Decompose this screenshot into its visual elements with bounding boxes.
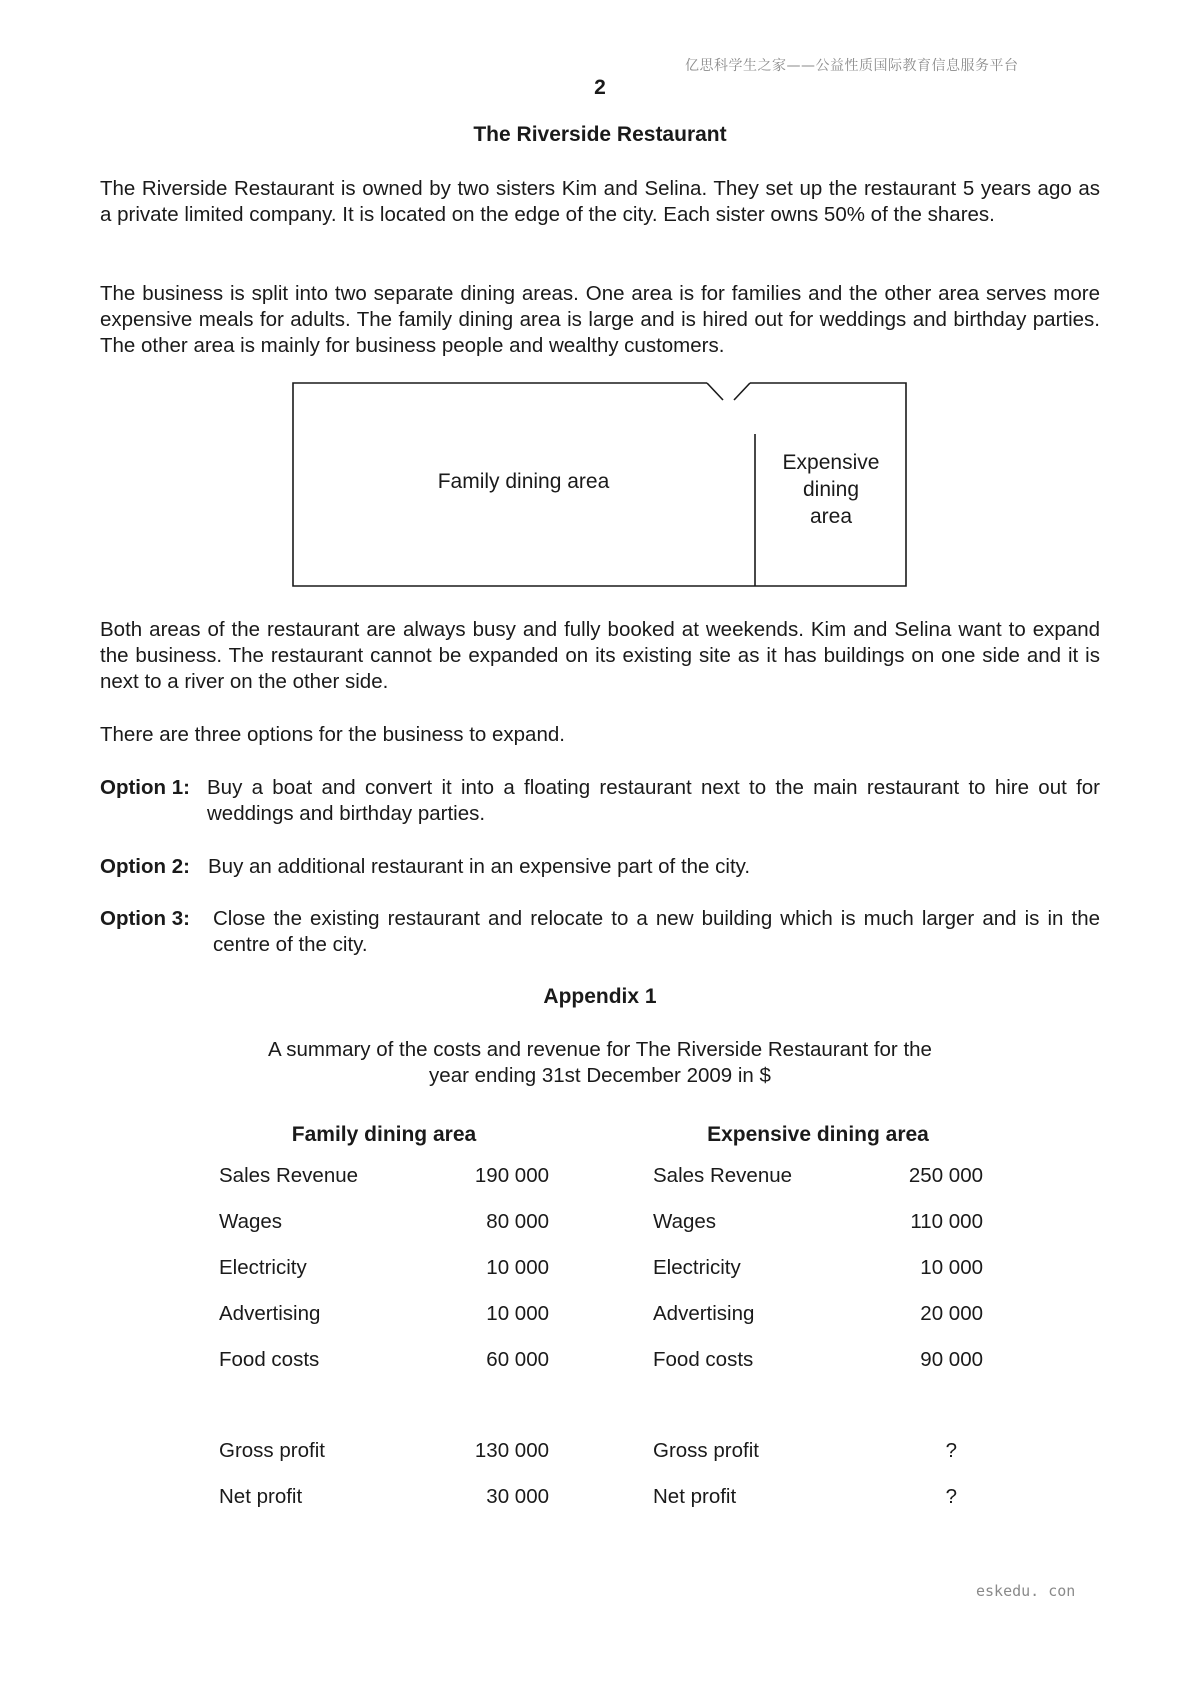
option-label: Option 1:: [100, 776, 190, 799]
row-value: 250 000: [908, 1164, 983, 1187]
watermark-footer: eskedu. con: [976, 1582, 1076, 1600]
option-text: Buy an additional restaurant in an expensive part of the city.: [208, 855, 751, 878]
expensive-label-line: dining: [802, 478, 860, 501]
restaurant-floor-plan: [292, 382, 907, 587]
row-label: Wages: [219, 1210, 283, 1233]
expansion-paragraph: Both areas of the restaurant are always busy and fully booked at weekends. Kim and Selina want to expand the business. The restaurant cannot be expanded on its existing site as it has buildings on one side and it is next to a river on the other side.: [100, 618, 1100, 693]
row-label: Sales Revenue: [653, 1164, 793, 1187]
door-right-flap: [734, 383, 750, 400]
option-1: [100, 775, 1100, 827]
option-label: Option 3:: [100, 907, 190, 930]
row-value: 110 000: [910, 1210, 983, 1233]
table-spacer: [653, 1394, 993, 1439]
row-value: 10 000: [920, 1256, 983, 1279]
table-row: [219, 1164, 559, 1210]
table-row: [653, 1210, 993, 1256]
family-dining-area-label: Family dining area: [437, 470, 610, 493]
option-label: Option 2:: [100, 855, 190, 878]
door-left-flap: [707, 383, 723, 400]
row-label: Gross profit: [219, 1439, 325, 1462]
intro-paragraph: The Riverside Restaurant is owned by two sisters Kim and Selina. They set up the restaurant 5 years ago as a private limited company. It is located on the edge of the city. Each sister owns 50% of the shares.: [100, 177, 1100, 226]
table-row-total: [219, 1485, 559, 1531]
row-value: 60 000: [486, 1348, 549, 1371]
row-label: Food costs: [653, 1348, 754, 1371]
table-row-total: [219, 1439, 559, 1485]
row-label: Food costs: [219, 1348, 320, 1371]
row-value-unknown: ?: [945, 1439, 957, 1462]
summary-line: A summary of the costs and revenue for The Riverside Restaurant for the: [268, 1038, 932, 1061]
table-row: [653, 1164, 993, 1210]
row-label: Gross profit: [653, 1439, 759, 1462]
row-label: Wages: [653, 1210, 717, 1233]
table-spacer: [219, 1394, 559, 1439]
dining-areas-paragraph: The business is split into two separate dining areas. One area is for families and the other area serves more expensive meals for adults. The family dining area is large and is hired out for weddings and birthday parties. The other area is mainly for business people and wealthy customers.: [100, 282, 1100, 357]
row-value: 20 000: [920, 1302, 983, 1325]
table-row: [219, 1348, 559, 1394]
table-heading: Expensive dining area: [707, 1123, 929, 1146]
page-number: 2: [594, 76, 606, 99]
row-value: 30 000: [486, 1485, 549, 1508]
row-label: Sales Revenue: [219, 1164, 359, 1187]
table-row-total: [653, 1485, 993, 1531]
row-value-unknown: ?: [945, 1485, 957, 1508]
option-3: [100, 906, 1100, 958]
option-text: Close the existing restaurant and relocate to a new building which is much larger and is in the centre of the city.: [213, 907, 1100, 956]
appendix-summary: [0, 1037, 1191, 1089]
option-text: Buy a boat and convert it into a floating restaurant next to the main restaurant to hire out for weddings and birthday parties.: [207, 776, 1100, 825]
expensive-dining-area-label: [755, 449, 907, 530]
row-value: 90 000: [920, 1348, 983, 1371]
page-title: The Riverside Restaurant: [473, 123, 727, 146]
table-row: [653, 1302, 993, 1348]
row-value: 10 000: [486, 1302, 549, 1325]
row-label: Electricity: [653, 1256, 741, 1279]
expensive-costs-table: [653, 1123, 993, 1531]
option-2: [100, 854, 1100, 880]
expensive-label-line: Expensive: [782, 451, 880, 474]
table-row-total: [653, 1439, 993, 1485]
row-value: 80 000: [486, 1210, 549, 1233]
row-value: 190 000: [474, 1164, 549, 1187]
table-row: [653, 1348, 993, 1394]
row-label: Electricity: [219, 1256, 307, 1279]
expensive-label-line: area: [809, 505, 853, 528]
family-costs-table: [219, 1123, 559, 1531]
row-value: 10 000: [486, 1256, 549, 1279]
row-label: Advertising: [653, 1302, 755, 1325]
table-row: [219, 1210, 559, 1256]
row-label: Advertising: [219, 1302, 321, 1325]
table-row: [219, 1302, 559, 1348]
summary-line: year ending 31st December 2009 in $: [429, 1064, 771, 1087]
table-row: [219, 1256, 559, 1302]
row-value: 130 000: [474, 1439, 549, 1462]
watermark-header: 亿思科学生之家——公益性质国际教育信息服务平台: [685, 58, 1019, 74]
row-label: Net profit: [653, 1485, 737, 1508]
options-intro: There are three options for the business to expand.: [100, 723, 565, 746]
table-row: [653, 1256, 993, 1302]
table-heading: Family dining area: [291, 1123, 477, 1146]
row-label: Net profit: [219, 1485, 303, 1508]
appendix-title: Appendix 1: [543, 985, 657, 1008]
